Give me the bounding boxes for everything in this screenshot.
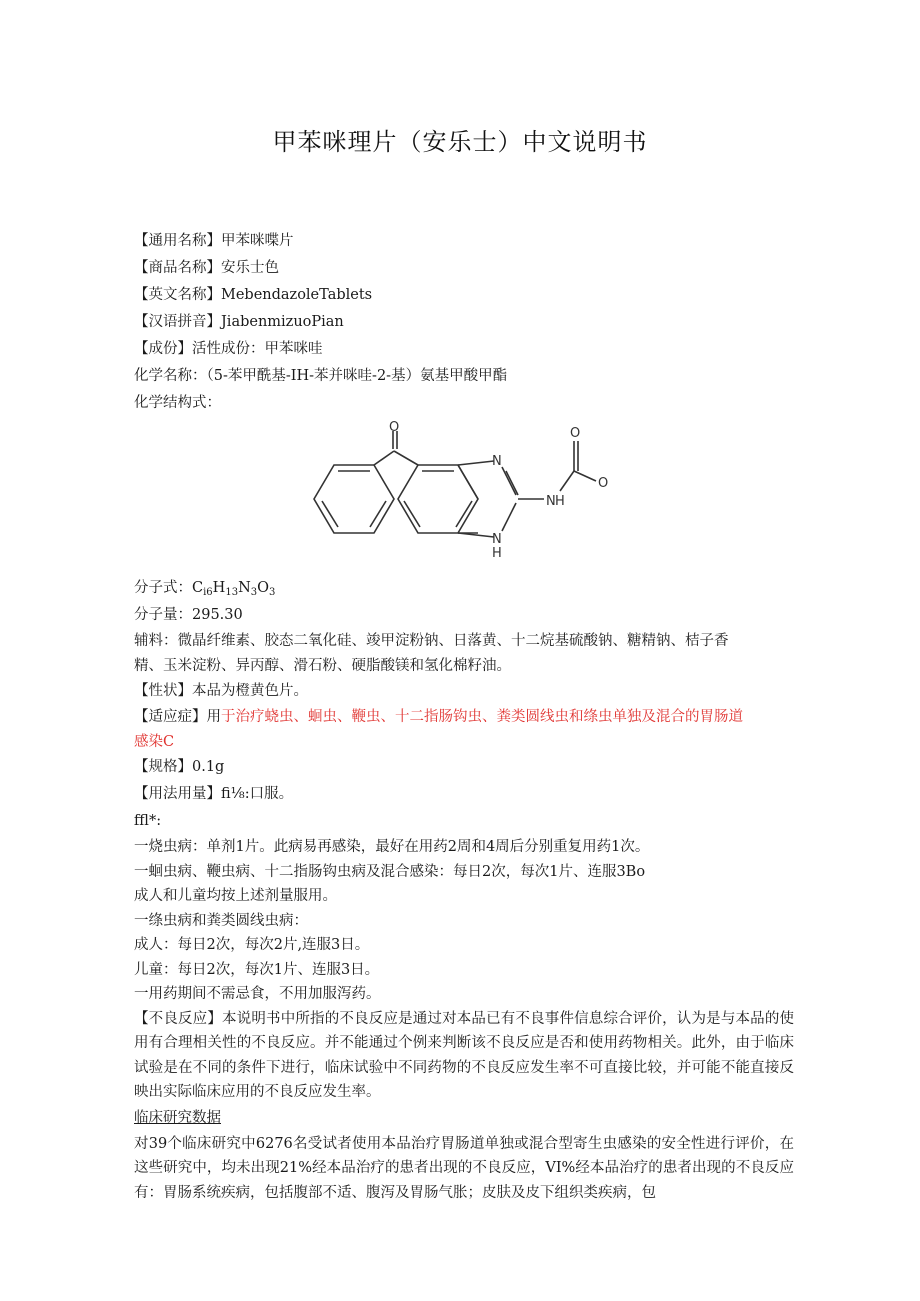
formula-n: N <box>238 580 251 596</box>
phenyl-ring <box>314 465 394 533</box>
formula-o: O <box>257 580 270 596</box>
specification <box>134 754 794 781</box>
dosage-item-7: 一用药期间不需忌食，不用加服泻药。 <box>134 986 381 1002</box>
english-name: 【英文名称】MebendazoleTablets <box>134 287 373 303</box>
clinical-text: 对39个临床研究中6276名受试者使用本品治疗胃肠道单独或混合型寄生虫感染的安全性进行评价，在这些研究中，均未出现21%经本品治疗的患者出现的不良反应，VI%经本品治疗的患者出现的不良反应有：胃肠系统疾病，包括腹部不适、腹泻及胃肠气胀；皮肤及皮下组织类疾病，包 <box>134 1135 794 1201</box>
atom-n-lower: N <box>492 532 502 547</box>
spec-value: 0.1g <box>192 759 225 775</box>
adverse-reactions: 【不良反应】本说明书中所指的不良反应是通过对本品已有不良事件信息综合评价，认为是与本品的使用有合理相关性的不良反应。并不能通过个例来判断该不良反应是否和使用药物相关。此外，由于临床试验是在不同的条件下进行，临床试验中不同药物的不良反应发生率不可直接比较，并可能不能直接反映出实际临床应用的不良反应发生率。 <box>134 1010 794 1100</box>
dosage-item-2: 一蛔虫病、鞭虫病、十二指肠钩虫病及混合感染：每日2次，每次1片、连服3Bo <box>134 863 646 880</box>
trade-name: 【商品名称】安乐士色 <box>134 260 279 276</box>
atom-o-carbonyl: O <box>570 426 581 441</box>
dosage-heading: 【用法用量】fi⅛:口服。 <box>134 786 294 802</box>
excipients-line-2: 精、玉米淀粉、异丙醇、滑石粉、硬脂酸镁和氢化棉籽油。 <box>134 657 511 674</box>
atom-n-upper: N <box>492 454 502 469</box>
dosage-item-4: 一绦虫病和粪类圆线虫病： <box>134 912 308 929</box>
appearance: 【性状】本品为橙黄色片。 <box>134 683 308 699</box>
formula-n-count: 3 <box>250 587 258 598</box>
atom-h-lower: H <box>492 546 502 561</box>
formula-c: C <box>192 580 204 596</box>
excipients-line-1: 辅料：微晶纤维素、胶态二氧化硅、竣甲淀粉钠、日落黄、十二烷基硫酸钠、糖精钠、桔子香 <box>134 633 729 649</box>
dosage-item-3: 成人和儿童均按上述剂量服用。 <box>134 888 337 904</box>
benzo-ring <box>398 465 478 533</box>
clinical-heading: 临床研究数据 <box>134 1109 221 1126</box>
atom-h-amide: H <box>555 494 565 509</box>
formula-h: H <box>212 580 226 596</box>
formula-prefix: 分子式： <box>134 580 192 596</box>
indication-prefix: 【适应症】用 <box>134 709 221 725</box>
formula-o-count: 3 <box>269 587 276 598</box>
mebendazole-structure-diagram <box>304 421 624 571</box>
dosage-item-5: 成人：每日2次，每次2片,连服3日。 <box>134 937 370 953</box>
molecular-formula <box>134 575 794 602</box>
molecular-weight: 分子量：295.30 <box>134 607 243 623</box>
document-title: 甲苯咪理片（安乐士）中文说明书 <box>272 128 648 156</box>
indication-text-2: 感染C <box>134 733 175 750</box>
structure-label: 化学结构式： <box>134 395 221 411</box>
spec-prefix: 【规格】 <box>134 759 192 775</box>
document-body <box>134 228 794 1205</box>
formula-c-count: i6 <box>203 587 213 598</box>
dosage-ffl: ffl*: <box>134 813 162 829</box>
atom-n-amide: N <box>546 494 556 509</box>
dosage-item-6: 儿童：每日2次，每次1片、连服3日。 <box>134 961 380 978</box>
dosage-item-1: 一烧虫病：单剂1片。此病易再感染，最好在用药2周和4周后分别重复用药1次。 <box>134 839 650 855</box>
chemical-name: 化学名称：（5-苯甲酰基-IH-苯并咪哇-2-基）氨基甲酸甲酯 <box>134 368 508 384</box>
atom-o-ketone: O <box>389 421 400 435</box>
pinyin-name: 【汉语拼音】JiabenmizuoPian <box>134 314 344 330</box>
formula-h-count: 13 <box>225 587 239 598</box>
indication <box>134 705 794 754</box>
indication-text: 于治疗蛲虫、蛔虫、鞭虫、十二指肠钩虫、粪类圆线虫和绦虫单独及混合的胃肠道 <box>221 709 743 725</box>
generic-name: 【通用名称】甲苯咪喋片 <box>134 233 294 249</box>
chemical-structure <box>134 421 794 571</box>
ingredients: 【成份】活性成份：甲苯咪哇 <box>134 341 323 357</box>
atom-o-ester: O <box>598 476 609 491</box>
